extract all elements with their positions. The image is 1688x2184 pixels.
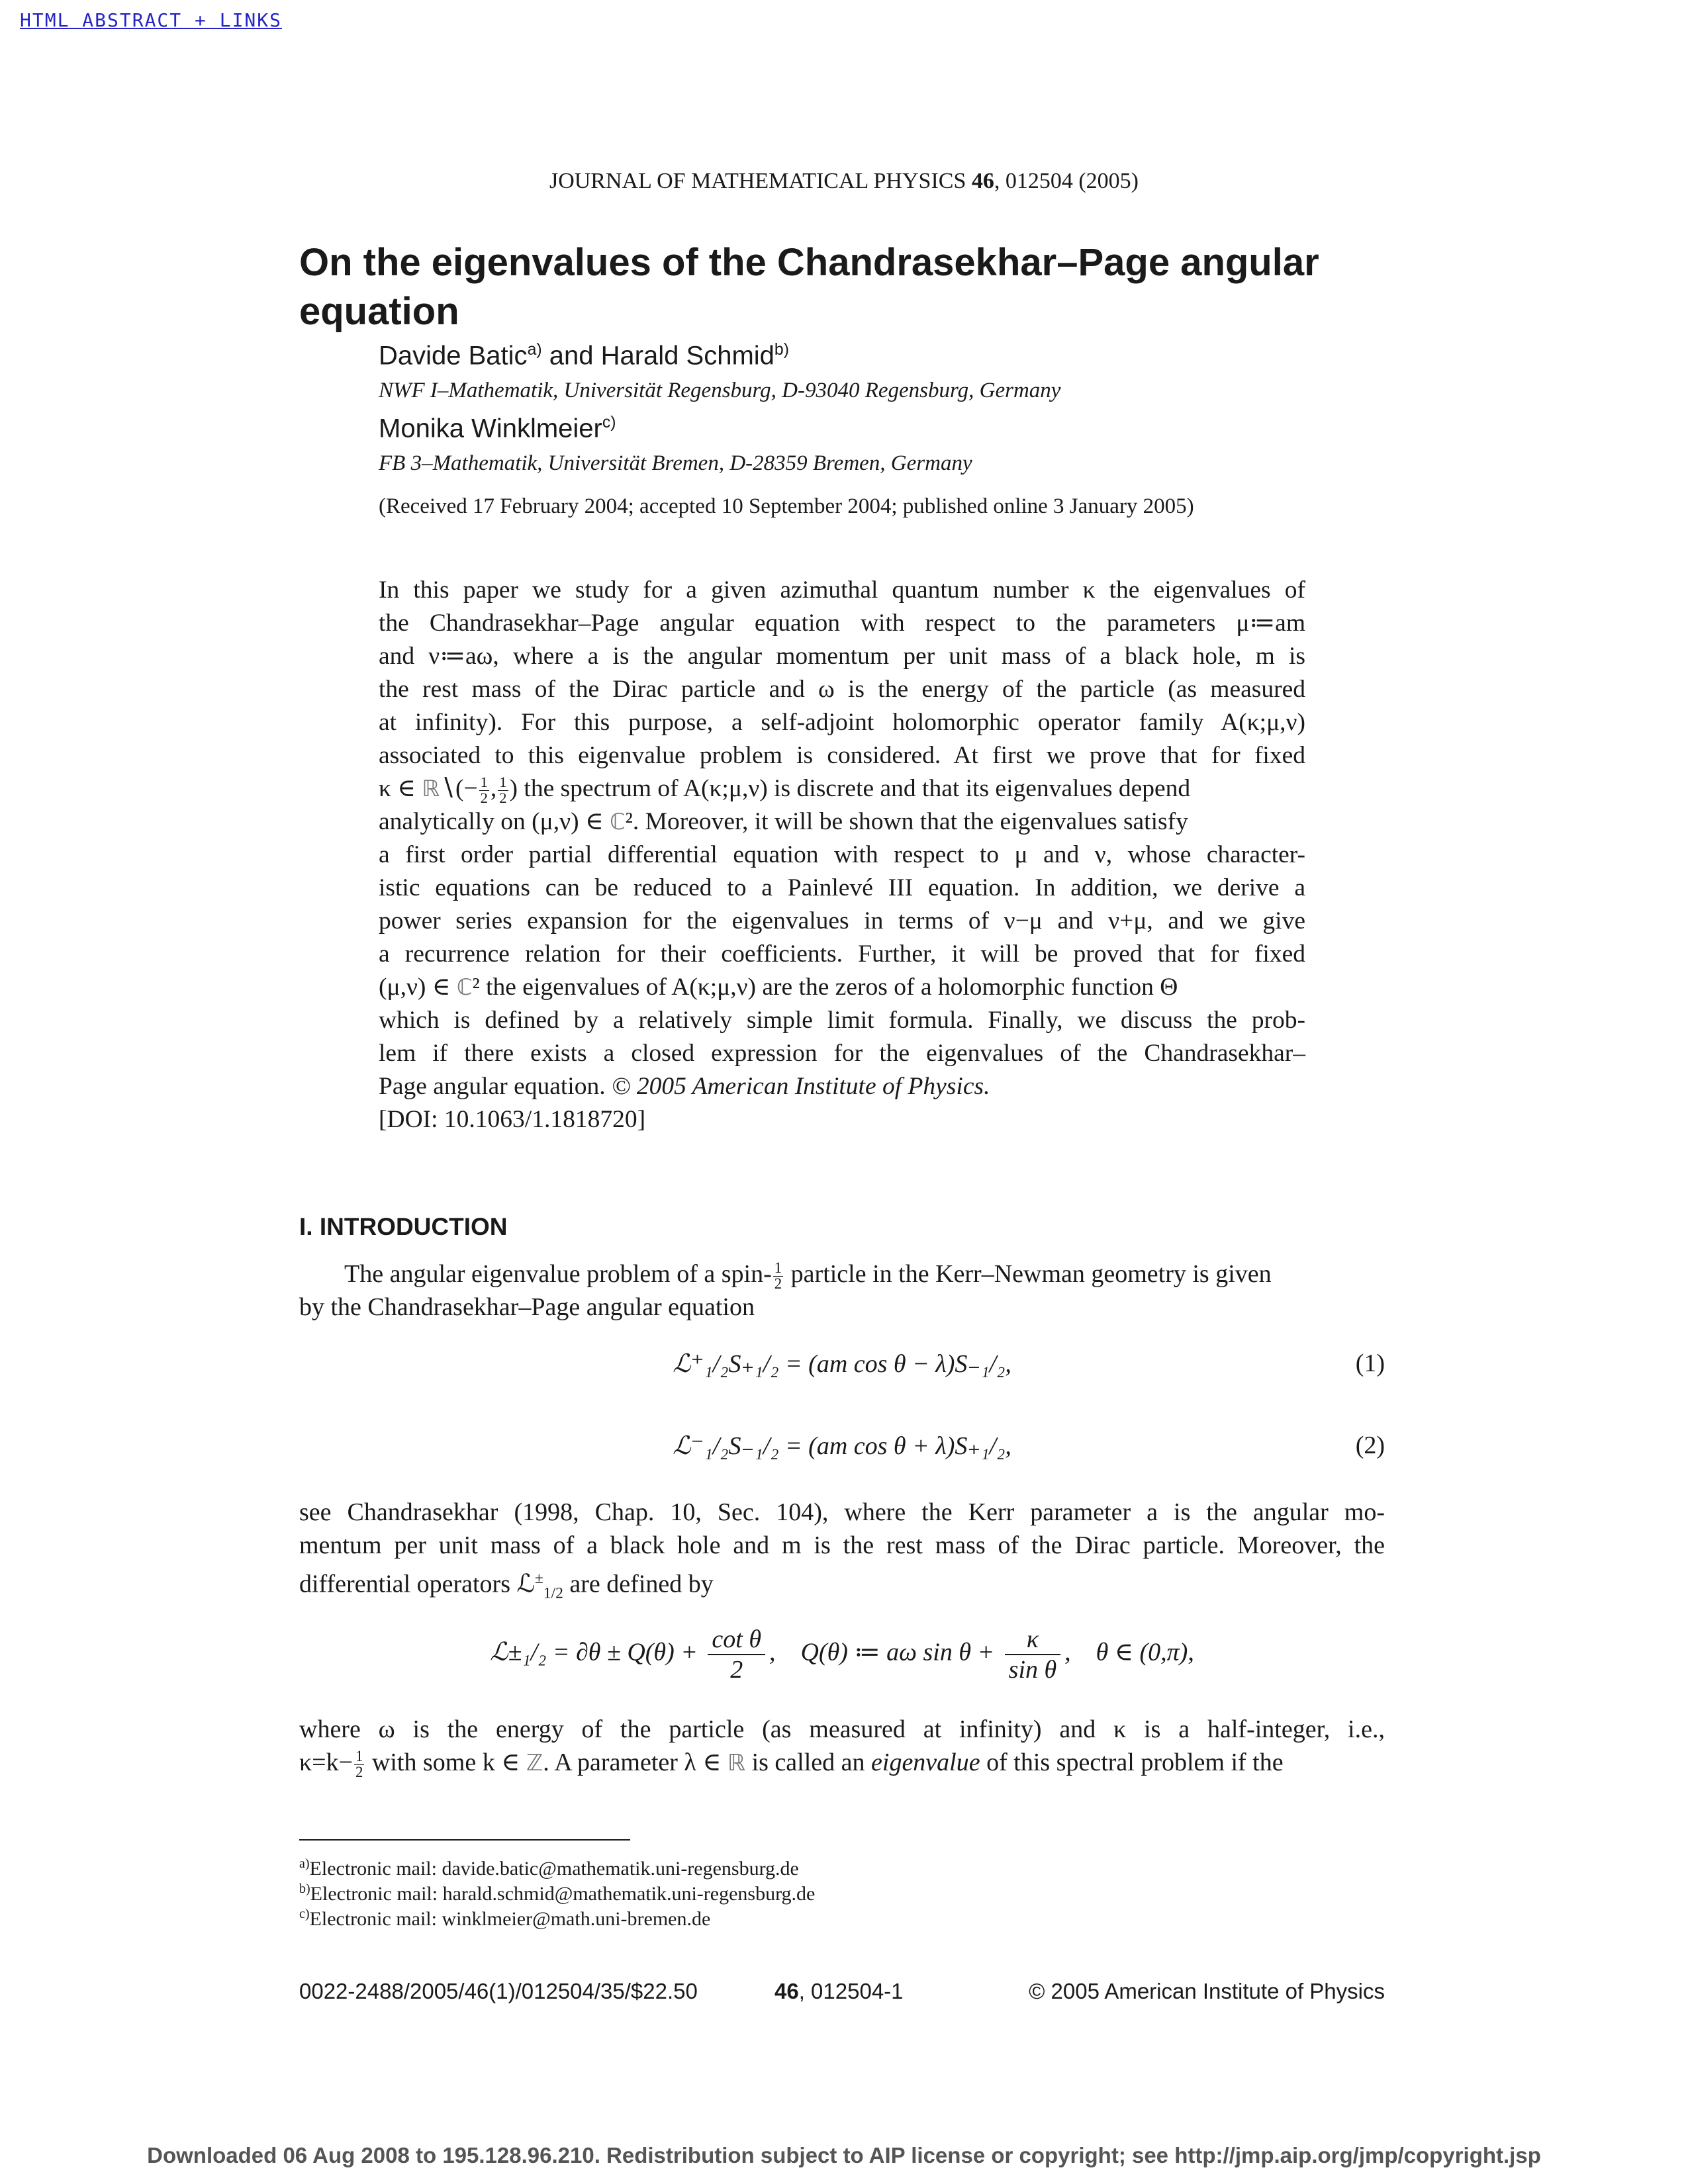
fraction-denominator: 2 bbox=[774, 1275, 782, 1292]
fraction-numerator: 1 bbox=[774, 1259, 782, 1276]
journal-header bbox=[0, 169, 1688, 194]
body-text: κ=k− bbox=[299, 1749, 353, 1776]
body-line: where ω is the energy of the particle (as measured at infinity) and κ is a half-integer, i.e., bbox=[299, 1715, 1385, 1743]
emphasis-eigenvalue: eigenvalue bbox=[871, 1749, 980, 1776]
abstract-text: ) the spectrum of A(κ;μ,ν) is discrete and that its eigenvalues depend bbox=[509, 775, 1191, 802]
footnote-divider bbox=[299, 1839, 630, 1841]
complex-symbol: ℂ bbox=[610, 809, 626, 835]
abstract-line: at infinity). For this purpose, a self-adjoint holomorphic operator family A(κ;μ,ν) bbox=[379, 709, 1305, 736]
journal-citation: , 012504 (2005) bbox=[994, 169, 1139, 193]
paper-title bbox=[299, 238, 1491, 336]
affiliation-bremen: FB 3–Mathematik, Universität Bremen, D-28359 Bremen, Germany bbox=[379, 451, 972, 475]
abstract-text: Page angular equation. bbox=[379, 1073, 612, 1100]
abstract-text: κ ∈ bbox=[379, 775, 422, 802]
body-line: see Chandrasekhar (1998, Chap. 10, Sec. 104), where the Kerr parameter a is the angular mo- bbox=[299, 1498, 1385, 1526]
equation-3-right: , θ ∈ (0,π), bbox=[1064, 1638, 1194, 1666]
reals-symbol: ℝ bbox=[727, 1750, 746, 1776]
author-batic: Davide Batic bbox=[379, 341, 528, 371]
author-mark-b: b) bbox=[774, 341, 789, 359]
body-text: are defined by bbox=[563, 1570, 714, 1598]
footnote-text: Electronic mail: harald.schmid@mathematik.uni-regensburg.de bbox=[310, 1883, 816, 1905]
complex-symbol: ℂ bbox=[456, 974, 473, 1000]
author-mark-c: c) bbox=[602, 414, 616, 432]
body-text: particle in the Kerr–Newman geometry is given bbox=[784, 1260, 1272, 1288]
plus-minus-sup: ± bbox=[534, 1570, 543, 1587]
fraction-numerator: κ bbox=[1005, 1625, 1061, 1655]
footnote-c bbox=[299, 1907, 710, 1931]
abstract-text: (μ,ν) ∈ bbox=[379, 974, 457, 1001]
footnote-text: Electronic mail: winklmeier@math.uni-bremen.de bbox=[309, 1908, 711, 1930]
abstract-line: the Chandrasekhar–Page angular equation with respect to the parameters μ≔am bbox=[379, 610, 1305, 637]
footnote-text: Electronic mail: davide.batic@mathematik.uni-regensburg.de bbox=[309, 1858, 799, 1880]
footer-page-number: , 012504-1 bbox=[798, 1979, 904, 2003]
equation-3-body bbox=[299, 1625, 1385, 1684]
abstract-line: associated to this eigenvalue problem is considered. At first we prove that for fixed bbox=[379, 742, 1305, 769]
half-fraction bbox=[354, 1749, 364, 1780]
body-line: mentum per unit mass of a black hole and m is the rest mass of the Dirac particle. Moreover, the bbox=[299, 1531, 1385, 1559]
abstract-line bbox=[379, 971, 1305, 1004]
body-text: of this spectral problem if the bbox=[980, 1749, 1284, 1776]
section-heading: I. INTRODUCTION bbox=[299, 1213, 508, 1240]
author-line-1 bbox=[379, 341, 789, 371]
author-mark-a: a) bbox=[527, 341, 542, 359]
fraction-denominator: 2 bbox=[355, 1763, 363, 1780]
footer-copyright: © 2005 American Institute of Physics bbox=[1029, 1979, 1385, 2003]
author-and: and bbox=[541, 341, 601, 371]
html-abstract-links-link[interactable]: HTML ABSTRACT + LINKS bbox=[20, 9, 283, 31]
author-line-2 bbox=[379, 414, 616, 443]
abstract-line: which is defined by a relatively simple limit formula. Finally, we discuss the prob- bbox=[379, 1007, 1305, 1034]
abstract bbox=[379, 574, 1305, 1136]
fraction-numerator: 1 bbox=[480, 774, 488, 791]
abstract-line: a recurrence relation for their coefficients. Further, it will be proved that for fixed bbox=[379, 940, 1305, 968]
abstract-text: ∖(− bbox=[440, 775, 478, 802]
integers-symbol: ℤ bbox=[526, 1750, 543, 1776]
body-text: . A parameter λ ∈ bbox=[543, 1749, 727, 1776]
abstract-line: lem if there exists a closed expression for the eigenvalues of the Chandrasekhar– bbox=[379, 1040, 1305, 1067]
body-line bbox=[299, 1562, 1385, 1602]
body-text: The angular eigenvalue problem of a spin- bbox=[344, 1260, 772, 1288]
body-text: with some k ∈ bbox=[365, 1749, 526, 1776]
equation-2 bbox=[299, 1431, 1385, 1464]
abstract-text: ² the eigenvalues of A(κ;μ,ν) are the zeros of a holomorphic function Θ bbox=[472, 974, 1178, 1001]
received-dates: (Received 17 February 2004; accepted 10 September 2004; published online 3 January 2005) bbox=[379, 494, 1194, 518]
reals-symbol: ℝ bbox=[422, 776, 440, 801]
doi: [DOI: 10.1063/1.1818720] bbox=[379, 1106, 646, 1133]
abstract-line: the rest mass of the Dirac particle and ω is the energy of the particle (as measured bbox=[379, 676, 1305, 703]
body-line bbox=[299, 1257, 1385, 1291]
footnote-mark: b) bbox=[299, 1882, 310, 1896]
author-winklmeier: Monika Winklmeier bbox=[379, 414, 602, 443]
equation-3-left: ℒ±₁/₂ = ∂θ ± Q(θ) + bbox=[490, 1638, 698, 1666]
affiliation-regensburg: NWF I–Mathematik, Universität Regensburg, D-93040 Regensburg, Germany bbox=[379, 379, 1061, 402]
copyright-notice: © 2005 American Institute of Physics. bbox=[611, 1073, 990, 1100]
fraction-denominator: 2 bbox=[480, 789, 488, 806]
abstract-line bbox=[379, 1070, 1305, 1103]
fraction-numerator: 1 bbox=[499, 774, 507, 791]
abstract-line: and ν≔aω, where a is the angular momentum per unit mass of a black hole, m is bbox=[379, 643, 1305, 670]
footer-page bbox=[774, 1979, 904, 2004]
fraction-denominator: 2 bbox=[730, 1656, 743, 1684]
footnote-mark: a) bbox=[299, 1856, 310, 1871]
fraction-numerator: cot θ bbox=[708, 1625, 765, 1655]
abstract-line: In this paper we study for a given azimuthal quantum number κ the eigenvalues of bbox=[379, 576, 1305, 604]
equation-3-mid: , Q(θ) ≔ aω sin θ + bbox=[769, 1638, 995, 1666]
title-line-1: On the eigenvalues of the Chandrasekhar–Page angular bbox=[299, 241, 1319, 284]
fraction-denominator: 2 bbox=[499, 789, 507, 806]
body-text: is called an bbox=[745, 1749, 872, 1776]
journal-name: JOURNAL OF MATHEMATICAL PHYSICS bbox=[549, 169, 966, 193]
equation-2-body: ℒ⁻₁/₂S₋₁/₂ = (am cos θ + λ)S₊₁/₂, bbox=[673, 1432, 1011, 1460]
abstract-text: ². Moreover, it will be shown that the eigenvalues satisfy bbox=[625, 808, 1188, 835]
abstract-text: analytically on (μ,ν) ∈ bbox=[379, 808, 610, 835]
intro-paragraph-3 bbox=[299, 1713, 1385, 1779]
footer-issn: 0022-2488/2005/46(1)/012504/35/$22.50 bbox=[299, 1979, 698, 2003]
cot-fraction bbox=[708, 1625, 765, 1684]
equation-1 bbox=[299, 1349, 1385, 1382]
kappa-fraction bbox=[1005, 1625, 1061, 1684]
equation-1-number: (1) bbox=[1355, 1349, 1385, 1377]
footer-volume: 46 bbox=[774, 1979, 799, 2003]
footnote-mark: c) bbox=[299, 1907, 310, 1921]
abstract-line: κ ∈ ℝ∖(− $\frac{1}{2}$ , $\frac{1}{2}$ ) the spectrum of A(κ;μ,ν) is discrete and that its eigenvalues depend bbox=[379, 774, 1191, 806]
abstract-line: power series expansion for the eigenvalues in terms of ν−μ and ν+μ, and we give bbox=[379, 907, 1305, 934]
fraction-denominator: sin θ bbox=[1008, 1656, 1057, 1684]
half-fraction bbox=[773, 1261, 783, 1292]
abstract-line: istic equations can be reduced to a Painlevé III equation. In addition, we derive a bbox=[379, 874, 1305, 901]
body-text: differential operators ℒ bbox=[299, 1570, 535, 1598]
half-fraction bbox=[498, 775, 508, 805]
footnote-a bbox=[299, 1856, 799, 1880]
abstract-line bbox=[379, 805, 1305, 839]
author-schmid: Harald Schmid bbox=[600, 341, 774, 371]
fraction-numerator: 1 bbox=[355, 1747, 363, 1764]
footnote-b bbox=[299, 1882, 815, 1905]
download-notice: Downloaded 06 Aug 2008 to 195.128.96.210. Redistribution subject to AIP license or copyright; see http://jmp.aip.org/jmp/copyright.jsp bbox=[147, 2143, 1541, 2167]
body-line: by the Chandrasekhar–Page angular equation bbox=[299, 1293, 755, 1321]
title-line-2: equation bbox=[299, 290, 459, 333]
half-sub: 1/2 bbox=[543, 1584, 563, 1602]
body-line bbox=[299, 1746, 1385, 1779]
intro-paragraph-2 bbox=[299, 1496, 1385, 1602]
equation-1-body: ℒ⁺₁/₂S₊₁/₂ = (am cos θ − λ)S₋₁/₂, bbox=[673, 1350, 1011, 1378]
half-fraction bbox=[479, 775, 489, 805]
equation-2-number: (2) bbox=[1355, 1432, 1385, 1459]
journal-volume: 46 bbox=[971, 169, 994, 193]
equation-3 bbox=[299, 1625, 1385, 1698]
intro-paragraph-1 bbox=[299, 1257, 1385, 1324]
abstract-line: a first order partial differential equation with respect to μ and ν, whose character- bbox=[379, 841, 1305, 868]
